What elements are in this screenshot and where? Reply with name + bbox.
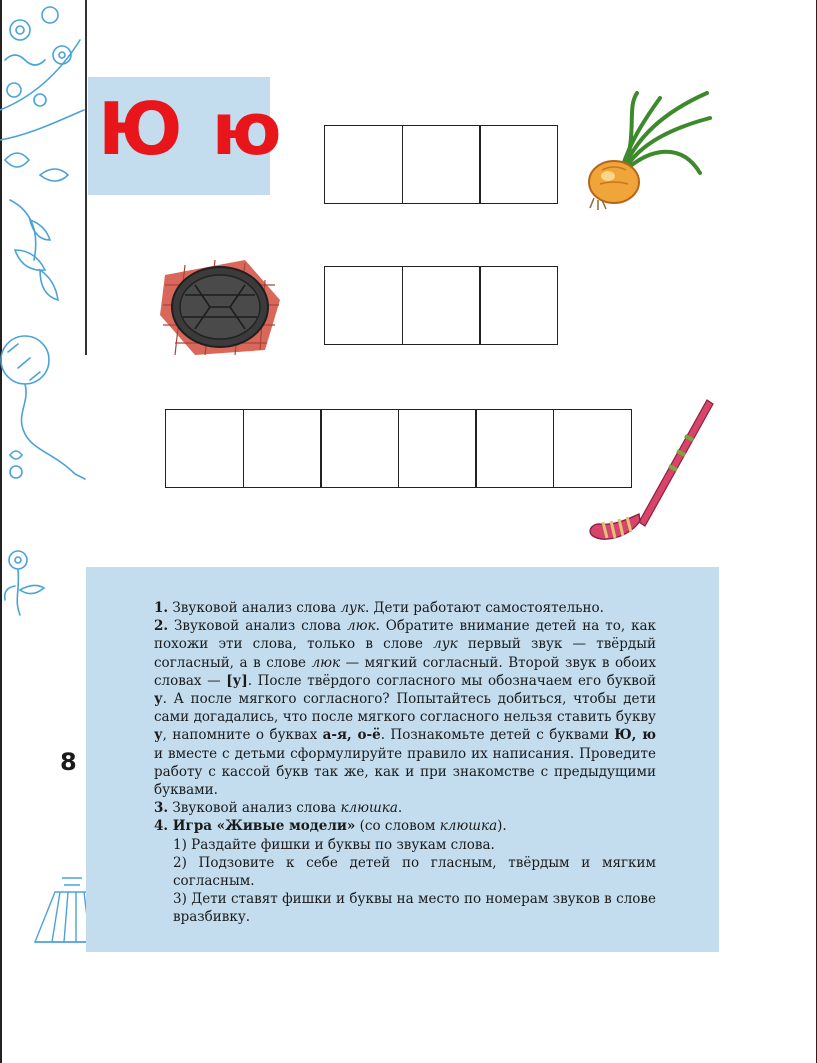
floral-margin-decoration: [0, 0, 88, 960]
lamp-shade-icon: [35, 878, 88, 942]
balloon-icon: [1, 336, 49, 384]
sound-scheme-klyushka: [165, 409, 632, 488]
sound-cell-3[interactable]: [479, 125, 558, 204]
hockey-stick-icon: [585, 396, 720, 546]
sound-cell-2[interactable]: [402, 266, 481, 345]
sound-cell-3[interactable]: [479, 266, 558, 345]
instruction-item-4: 4. Игра «Живые модели» (со словом клюшка).: [154, 818, 507, 835]
flower-bottom-icon: [9, 551, 27, 569]
instruction-sub-3: 3) Дети ставят фишки и буквы на место по номерам звуков в слове вразбивку.: [173, 891, 656, 926]
sound-cell-1[interactable]: [324, 125, 403, 204]
instruction-item-1: 1. Звуковой анализ слова лук. Дети работают самостоятельно.: [154, 600, 604, 616]
sound-cell-4[interactable]: [398, 409, 477, 488]
flower-icon: [5, 153, 29, 167]
sound-cell-1[interactable]: [324, 266, 403, 345]
margin-divider-line: [85, 0, 87, 355]
instruction-sub-1: 1) Раздайте фишки и буквы по звукам слова.: [173, 836, 495, 853]
onion-icon: [582, 88, 717, 214]
instructions-text: [154, 599, 656, 927]
branch-icon: [0, 40, 80, 110]
manhole-cover-icon: [155, 255, 285, 360]
instructions-panel: [86, 567, 719, 952]
instruction-item-3: 3. Звуковой анализ слова клюшка.: [154, 800, 403, 817]
sound-cell-1[interactable]: [165, 409, 244, 488]
instruction-item-2: 2. Звуковой анализ слова люк. Обратите внимание детей на то, как похожи эти слова, только в слове лук первый звук — твёрдый согласный, а в слове люк — мягкий согласный. Второй звук в обоих словах — [у]. После твёрдого согласного мы обозначаем его буквой у. А после мягкого согласного? Попытайтесь добиться, чтобы дети сами догадались, что после мягкого согласного нельзя ставить букву у, напомните о буквах а-я, о-ё. Познакомьте детей с буквами Ю, ю и вместе с детьми сформулируйте правило их написания. Проведите работу с кассой букв так же, как и при знакомстве с предыдущими буквами.: [154, 618, 657, 799]
letter-heading: Ю ю: [98, 87, 284, 171]
instruction-sub-2: 2) Подзовите к себе детей по гласным, твёрдым и мягким согласным.: [173, 854, 656, 890]
sound-cell-2[interactable]: [402, 125, 481, 204]
sound-cell-3[interactable]: [320, 409, 399, 488]
sound-scheme-luk: [324, 125, 558, 204]
letter-heading-panel: [88, 77, 284, 195]
sound-cell-5[interactable]: [475, 409, 554, 488]
page-number: 8: [60, 748, 77, 776]
sound-cell-2[interactable]: [243, 409, 322, 488]
sound-scheme-lyuk: [324, 266, 558, 345]
